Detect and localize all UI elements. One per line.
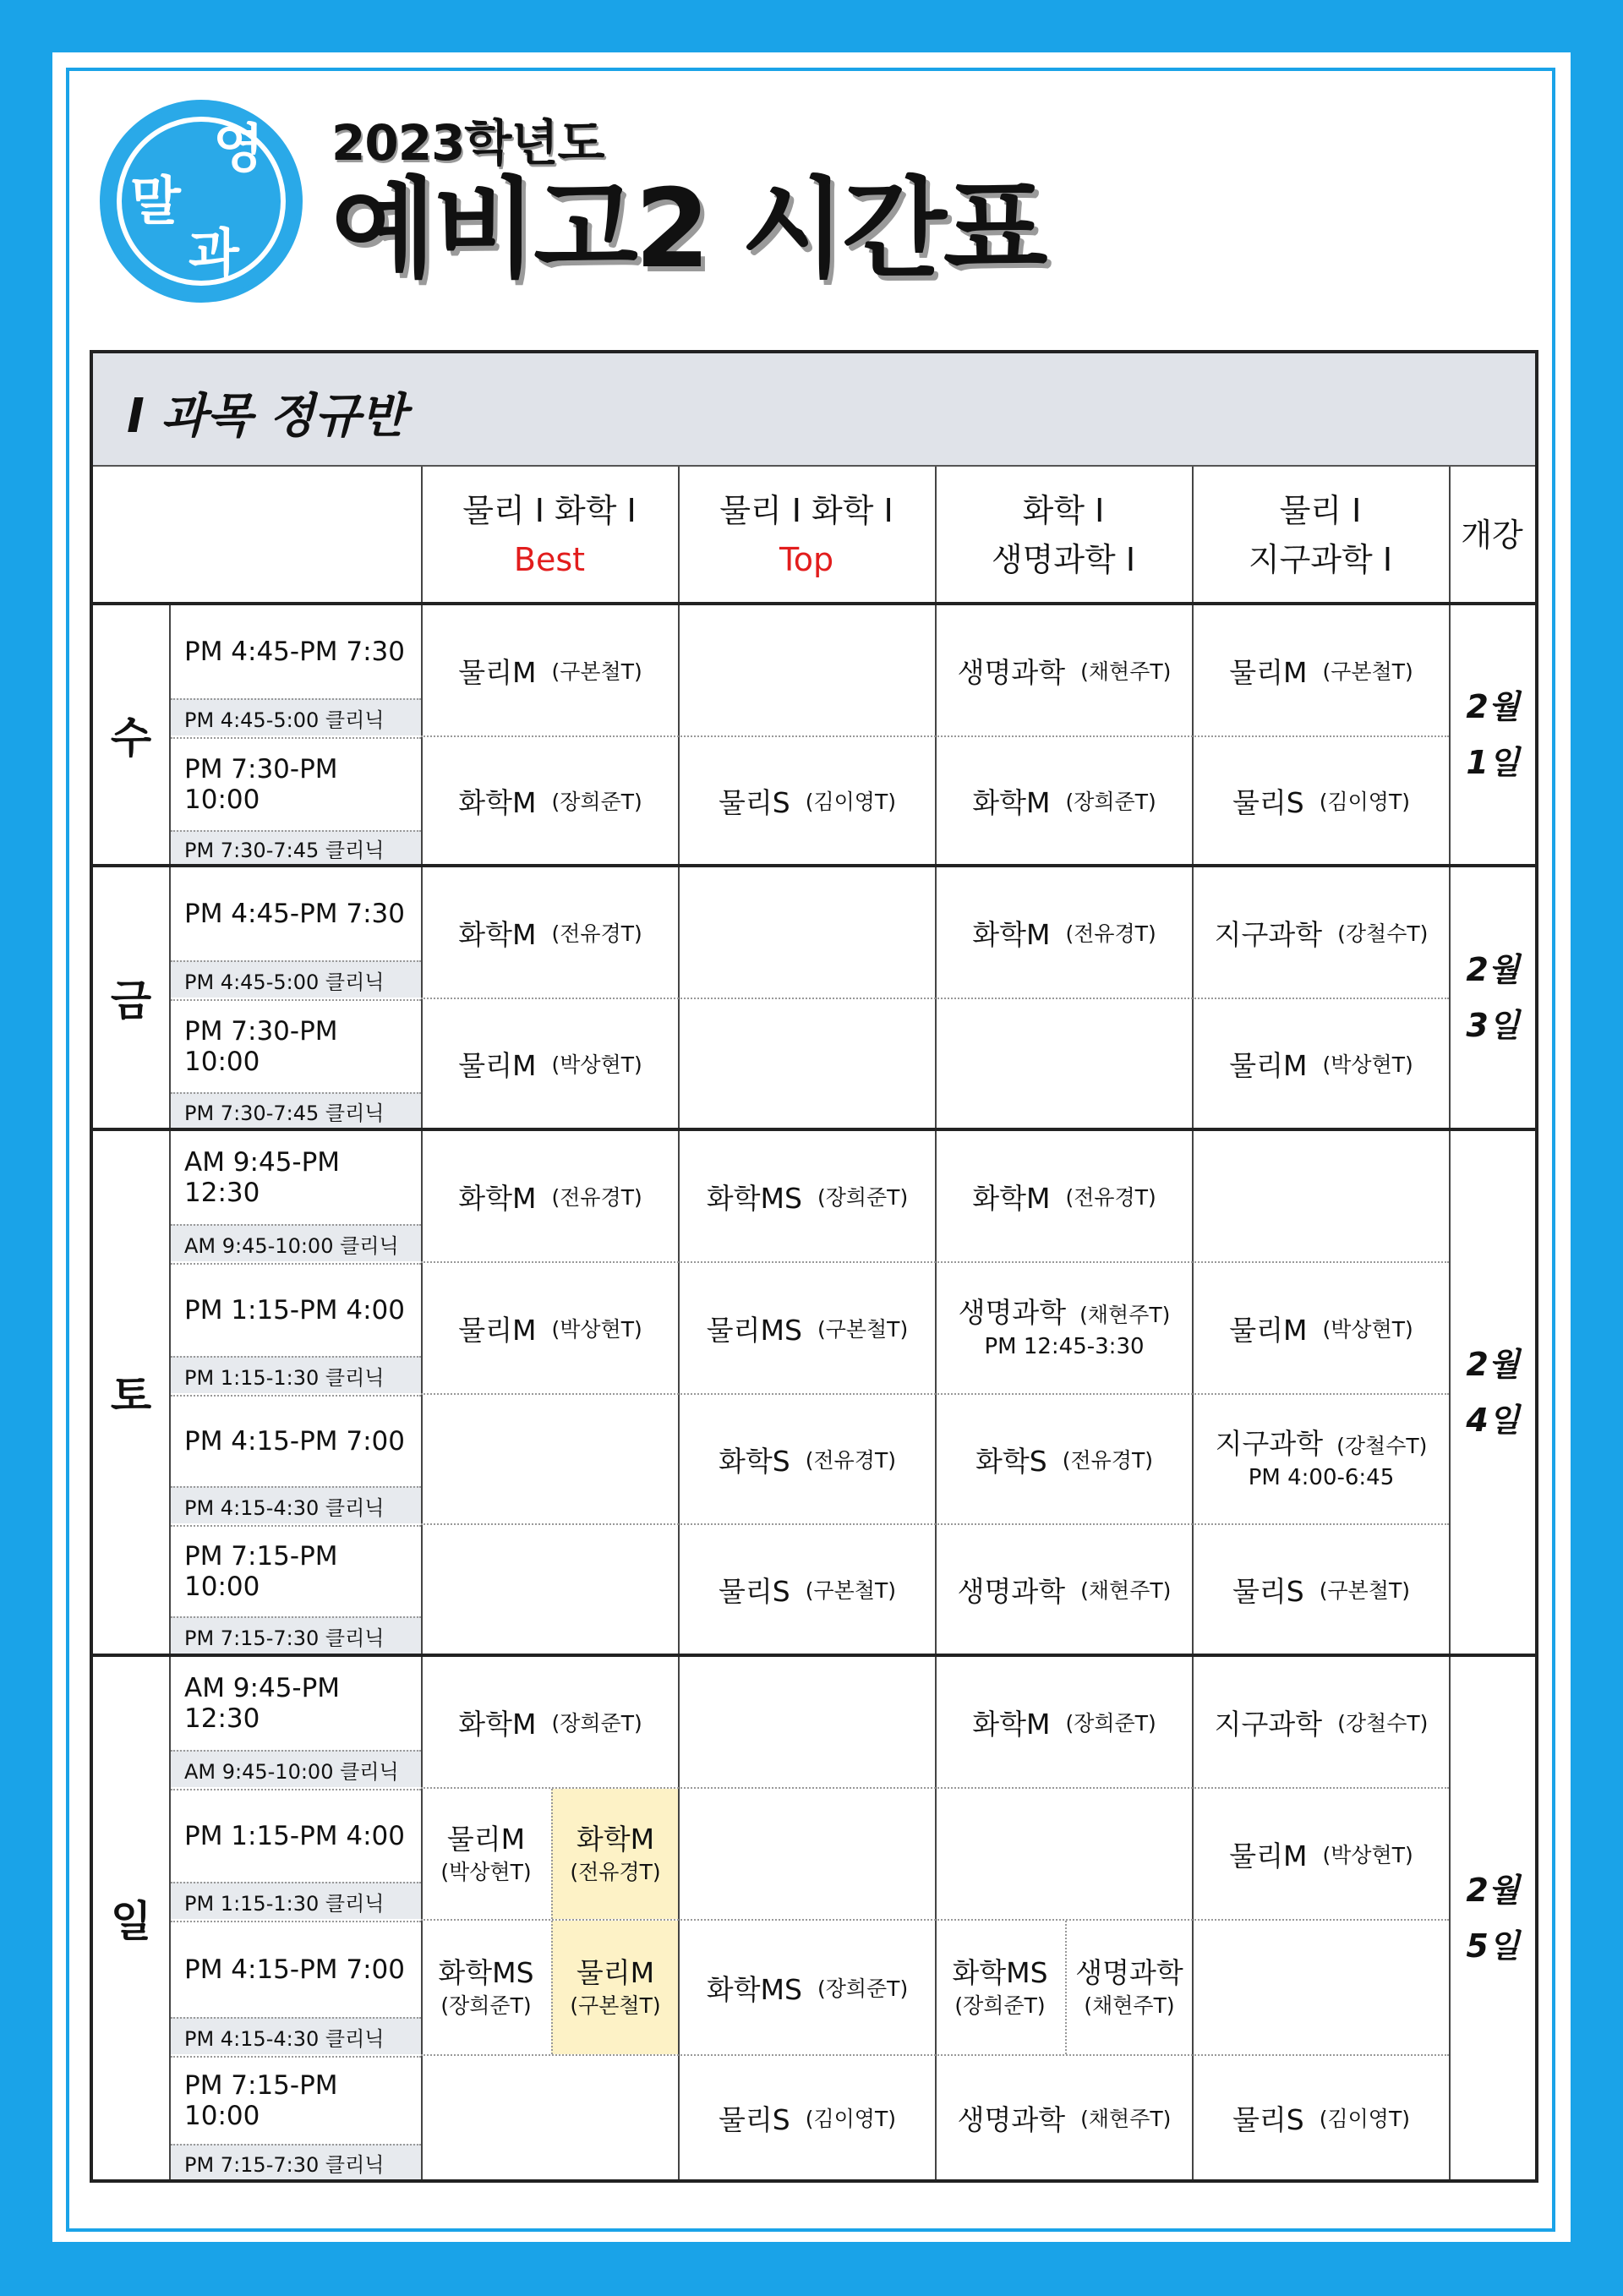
class-cell [1194,605,1449,735]
time-slot: PM 1:15-PM 4:00 [171,1263,421,1356]
class-cell [423,1263,678,1393]
class-name: 물리M [1229,1313,1308,1347]
teacher-name: (강철수T) [1336,1434,1428,1458]
class-cell [1194,1657,1449,1787]
open-month: 2월 [1466,1346,1520,1383]
class-name: 생명과학 [957,1574,1066,1608]
day-label-wed: 수 [110,713,152,763]
schedule-table [90,350,1538,2183]
time-slot: AM 9:45-PM 12:30 [184,1147,341,1208]
clinic-time: PM 7:15-7:30 클리닉 [171,1616,421,1654]
teacher-name: (전유경T) [551,1185,642,1210]
time-slot: AM 9:45-PM 12:30 [184,1673,341,1734]
class-cell [1194,1263,1449,1393]
class-time-note: PM 12:45-3:30 [984,1334,1145,1359]
column-header-phys-earth [1192,467,1449,604]
column-subjects: 물리 I 화학 I [719,492,893,529]
class-name: 화학MS [438,1956,534,1989]
class-cell [937,1921,1063,2054]
class-cell [423,1789,549,1919]
academic-year: 2023학년도 [331,114,604,172]
class-cell [1194,1395,1449,1523]
class-name: 생명과학 [958,1296,1067,1329]
class-name: 물리M [458,1048,537,1082]
open-day: 1일 [1466,744,1520,781]
class-name: 지구과학 [1214,1707,1323,1741]
time-slot: PM 7:30-PM 10:00 [171,999,421,1092]
open-date-sun [1451,1657,1535,2179]
column-level: Best [513,541,586,578]
clinic-time: PM 4:15-4:30 클리닉 [171,1486,421,1523]
class-cell [423,1657,678,1787]
teacher-name: (전유경T) [1065,921,1156,946]
day-label-fri: 금 [110,976,152,1025]
class-name: 물리M [446,1823,526,1856]
class-cell [680,1395,935,1523]
time-slot: PM 7:15-PM 10:00 [171,2056,421,2144]
column-subject-2: 지구과학 I [1248,541,1393,578]
class-name: 물리S [1232,2102,1304,2136]
clinic-time: PM 1:15-1:30 클리닉 [171,1882,421,1919]
teacher-name: (강철수T) [1337,921,1429,946]
class-cell [680,737,935,864]
class-name: 화학M [458,1707,537,1741]
teacher-name: (김이영T) [1319,2107,1410,2131]
teacher-name: (장희준T) [440,1993,532,2018]
teacher-name: (구본철T) [551,659,642,684]
class-name: 화학M [972,1707,1051,1741]
open-label: 개강 [1461,517,1523,554]
column-subject-1: 물리 I [1279,492,1362,529]
class-name: 물리M [576,1956,655,1989]
teacher-name: (박상현T) [1322,1843,1413,1867]
teacher-name: (박상현T) [1322,1052,1413,1077]
class-cell-highlighted [551,1921,678,2054]
class-name: 화학M [458,1181,537,1215]
day-label-sat: 토 [110,1371,152,1420]
class-cell [1194,867,1449,998]
teacher-name: (구본철T) [570,1993,661,2018]
teacher-name: (장희준T) [551,1711,642,1736]
class-cell [937,737,1192,864]
time-slot: PM 4:45-PM 7:30 [184,637,406,667]
class-name: 물리M [458,1313,537,1347]
class-cell [1194,2056,1449,2179]
teacher-name: (구본철T) [1322,659,1413,684]
class-name: 화학S [975,1444,1047,1478]
teacher-name: (장희준T) [1065,1711,1156,1736]
class-name: 물리S [719,2102,790,2136]
section-title: I 과목 정규반 [127,389,407,444]
column-subject-1: 화학 I [1022,492,1105,529]
class-name: 물리M [1229,1839,1308,1872]
class-cell-highlighted [551,1789,678,1919]
teacher-name: (구본철T) [805,1578,896,1603]
class-cell [1065,1921,1192,2054]
logo-char-left: 말 [130,170,181,232]
teacher-name: (장희준T) [817,1976,909,2001]
teacher-name: (채현주T) [1080,659,1172,684]
class-name: 화학M [972,1181,1051,1215]
teacher-name: (전유경T) [551,921,642,946]
class-name: 지구과학 [1215,1427,1324,1460]
open-date-sat [1451,1131,1535,1654]
class-name: 화학M [458,785,537,819]
class-name: 화학M [576,1823,655,1856]
teacher-name: (장희준T) [1065,790,1156,814]
teacher-name: (구본철T) [817,1317,909,1342]
class-cell [423,999,678,1128]
teacher-name: (전유경T) [1062,1448,1153,1473]
class-cell [680,1263,935,1393]
class-cell [423,867,678,998]
teacher-name: (전유경T) [805,1448,896,1473]
column-subjects: 물리 I 화학 I [462,492,637,529]
clinic-time: PM 7:30-7:45 클리닉 [171,830,421,864]
class-cell [1194,1525,1449,1654]
teacher-name: (구본철T) [1319,1578,1410,1603]
class-cell [680,1131,935,1261]
column-header-chem-bio [935,467,1192,604]
time-slot: PM 4:45-PM 7:30 [184,899,406,929]
class-name: 화학S [719,1444,790,1478]
teacher-name: (강철수T) [1337,1711,1429,1736]
column-header-top [678,467,935,604]
teacher-name: (김이영T) [1319,790,1410,814]
teacher-name: (김이영T) [805,2107,896,2131]
teacher-name: (장희준T) [954,1993,1046,2018]
class-name: 생명과학 [1075,1956,1183,1989]
teacher-name: (채현주T) [1084,1993,1175,2018]
open-day: 3일 [1466,1007,1520,1044]
teacher-name: (박상현T) [440,1860,532,1884]
class-cell [423,1921,549,2054]
teacher-name: (장희준T) [817,1185,909,1210]
class-name: 화학MS [706,1972,802,2006]
logo-lettering [105,105,298,298]
time-slot: PM 7:30-PM 10:00 [171,737,421,830]
class-cell [1194,999,1449,1128]
class-cell [937,1657,1192,1787]
clinic-time: PM 1:15-1:30 클리닉 [171,1356,421,1393]
class-name: 물리S [719,1574,790,1608]
teacher-name: (김이영T) [805,790,896,814]
teacher-name: (박상현T) [551,1052,642,1077]
class-name: 지구과학 [1214,917,1323,951]
open-month: 2월 [1466,688,1520,725]
teacher-name: (전유경T) [570,1860,661,1884]
class-name: 화학M [458,917,537,951]
clinic-time: PM 7:15-7:30 클리닉 [171,2144,421,2179]
time-slot: PM 7:15-PM 10:00 [171,1525,421,1616]
teacher-name: (장희준T) [551,790,642,814]
column-level: Top [779,541,834,578]
time-slot: PM 1:15-PM 4:00 [171,1789,421,1882]
clinic-time: PM 4:45-5:00 클리닉 [171,960,421,998]
class-cell [680,1921,935,2054]
time-slot: PM 4:15-PM 7:00 [171,1395,421,1486]
clinic-time: AM 9:45-10:00 클리닉 [171,1224,421,1261]
column-header-best [421,467,678,604]
teacher-name: (채현주T) [1080,1578,1172,1603]
section-header [93,353,1535,467]
class-cell [937,867,1192,998]
class-cell [1194,737,1449,864]
open-date-fri [1451,867,1535,1128]
page-title: 예비고2 시간표 [331,167,1045,292]
class-cell [680,1525,935,1654]
teacher-name: (박상현T) [1322,1317,1413,1342]
class-cell [937,605,1192,735]
class-name: 생명과학 [957,2102,1066,2136]
teacher-name: (전유경T) [1065,1185,1156,1210]
class-name: 물리S [1232,785,1304,819]
class-cell [937,1525,1192,1654]
class-name: 화학MS [706,1181,802,1215]
class-cell [937,1263,1192,1393]
class-name: 화학M [972,917,1051,951]
class-name: 물리M [1229,655,1308,689]
class-time-note: PM 4:00-6:45 [1248,1465,1395,1490]
teacher-name: (박상현T) [551,1317,642,1342]
class-name: 생명과학 [957,655,1066,689]
class-cell [680,2056,935,2179]
clinic-time: PM 7:30-7:45 클리닉 [171,1092,421,1128]
open-day: 5일 [1466,1927,1520,1965]
class-name: 화학MS [952,1956,1048,1989]
column-header-open [1449,467,1535,604]
class-name: 물리S [1232,1574,1304,1608]
class-name: 물리S [719,785,790,819]
academy-logo [100,100,303,303]
clinic-time: AM 9:45-10:00 클리닉 [171,1750,421,1787]
class-cell [423,737,678,864]
class-name: 물리M [458,655,537,689]
teacher-name: (채현주T) [1079,1303,1171,1327]
time-slot: PM 4:15-PM 7:00 [171,1921,421,2017]
open-month: 2월 [1466,951,1520,988]
logo-char-bottom: 과 [189,222,239,284]
day-label-sun: 일 [110,1897,152,1946]
column-subject-2: 생명과학 I [991,541,1136,578]
class-cell [423,605,678,735]
open-month: 2월 [1466,1872,1520,1909]
clinic-time: PM 4:45-5:00 클리닉 [171,698,421,735]
class-name: 물리MS [706,1313,802,1347]
class-name: 물리M [1229,1048,1308,1082]
class-cell [423,1131,678,1261]
open-date-wed [1451,605,1535,864]
clinic-time: PM 4:15-4:30 클리닉 [171,2017,421,2054]
teacher-name: (채현주T) [1080,2107,1172,2131]
open-day: 4일 [1466,1402,1520,1439]
class-cell [937,2056,1192,2179]
logo-char-top: 영 [213,118,264,179]
class-name: 화학M [972,785,1051,819]
class-cell [937,1395,1192,1523]
class-cell [937,1131,1192,1261]
class-cell [1194,1789,1449,1919]
